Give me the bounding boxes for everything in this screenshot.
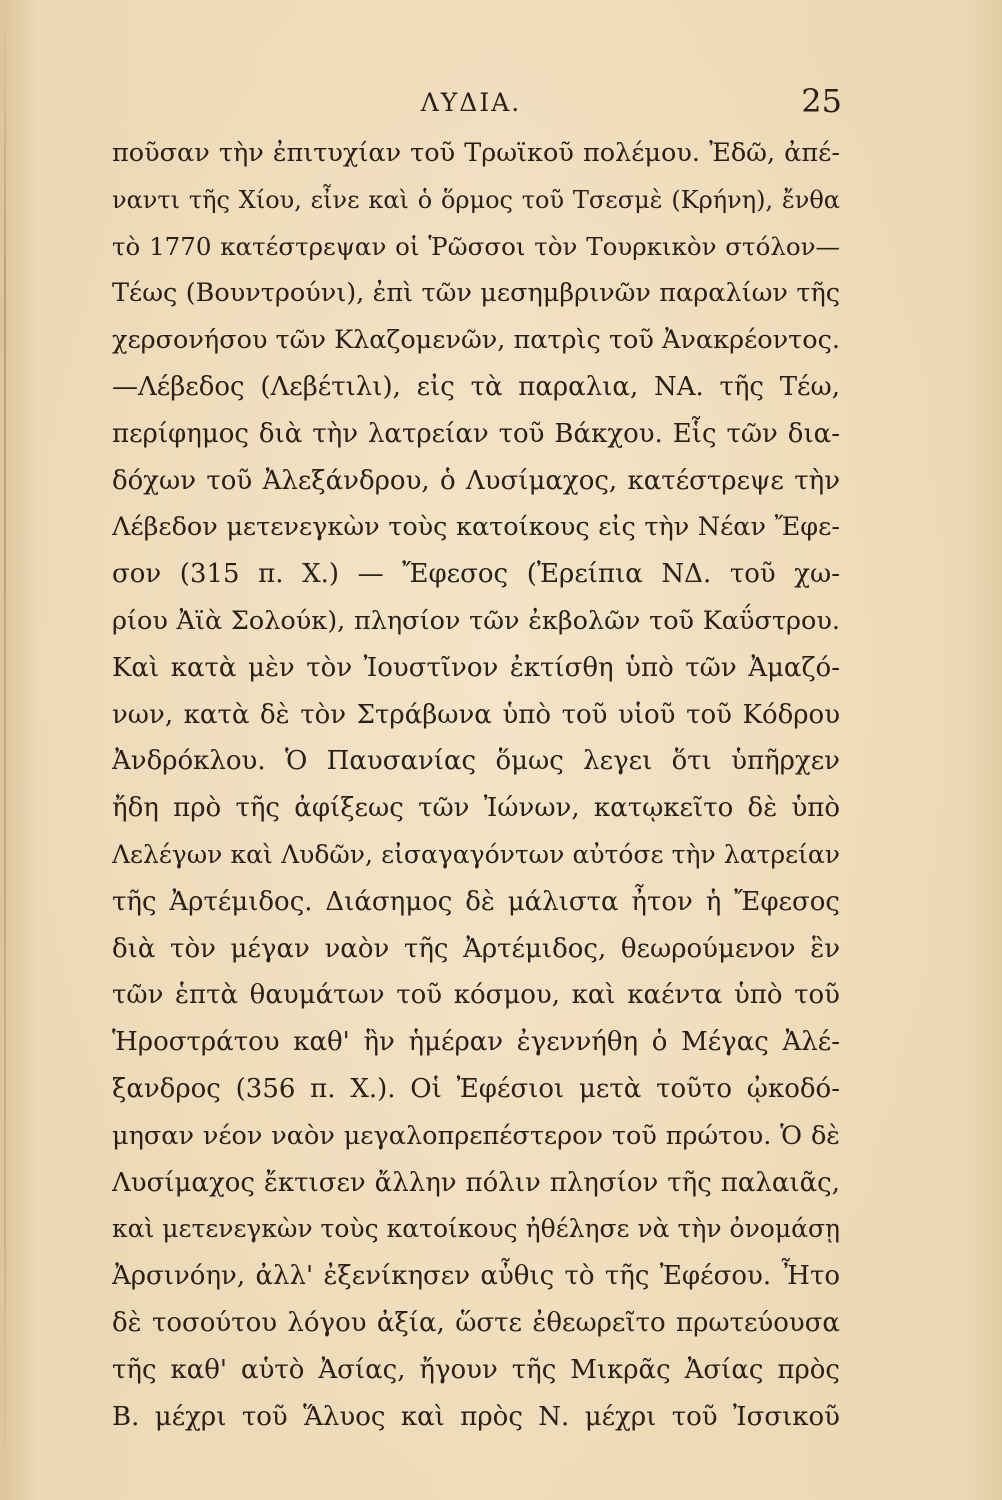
text-line: ποῦσαν τὴν ἐπιτυχίαν τοῦ Τρωϊκοῦ πολέμου. Ἐδῶ, ἀπέ-: [112, 138, 840, 168]
text-line: δόχων τοῦ Ἀλεξάνδρου, ὁ Λυσίμαχος, κατέστρεψε τὴν: [112, 465, 840, 496]
text-line: Β. μέχρι τοῦ Ἅλυος καὶ πρὸς Ν. μέχρι τοῦ Ἰσσικοῦ: [112, 1401, 840, 1432]
text-line: Λέβεδον μετενεγκὼν τοὺς κατοίκους εἰς τὴν Νέαν Ἔφε-: [112, 512, 840, 543]
text-line: διὰ τὸν μέγαν ναὸν τῆς Ἀρτέμιδος, θεωρούμενον ἓν: [112, 933, 840, 964]
body-text: [112, 130, 840, 1440]
text-line: χερσονήσου τῶν Κλαζομενῶν, πατρὶς τοῦ Ἀνακρέοντος.: [112, 325, 840, 356]
text-line: τῶν ἑπτὰ θαυμάτων τοῦ κόσμου, καὶ καέντα ὑπὸ τοῦ: [112, 980, 840, 1011]
text-line: ξανδρος (356 π. Χ.). Οἱ Ἐφέσιοι μετὰ τοῦτο ᾠκοδό-: [112, 1073, 840, 1104]
text-line: Ἡροστράτου καθ' ἣν ἡμέραν ἐγεννήθη ὁ Μέγας Ἀλέ-: [112, 1027, 840, 1058]
text-line: ρίου Ἀϊὰ Σολούκ), πλησίον τῶν ἐκβολῶν τοῦ Καΰστρου.: [112, 605, 840, 636]
text-line: περίφημος διὰ τὴν λατρείαν τοῦ Βάκχου. Εἷς τῶν δια-: [112, 418, 840, 449]
text-line: Ἀρσινόην, ἀλλ' ἐξενίκησεν αὖθις τὸ τῆς Ἐφέσου. Ἦτο: [112, 1261, 840, 1292]
page-header: [100, 78, 842, 128]
text-line: ναντι τῆς Χίου, εἶνε καὶ ὁ ὅρμος τοῦ Τσεσμὲ (Κρήνη), ἔνθα: [112, 185, 840, 214]
text-line: δὲ τοσούτου λόγου ἀξία, ὥστε ἐθεωρεῖτο πρωτεύουσα: [112, 1307, 840, 1338]
text-line: τῆς καθ' αὑτὸ Ἀσίας, ἤγουν τῆς Μικρᾶς Ἀσίας πρὸς: [112, 1354, 840, 1385]
text-line: Τέως (Βουντρούνι), ἐπὶ τῶν μεσημβρινῶν παραλίων τῆς: [112, 278, 840, 309]
text-line: τὸ 1770 κατέστρεψαν οἱ Ῥῶσσοι τὸν Τουρκικὸν στόλον—: [112, 231, 840, 261]
page-number: 25: [801, 82, 842, 120]
running-head: ΛΥΔΙΑ.: [420, 88, 522, 117]
gutter-shadow: [4, 0, 6, 1500]
text-line: σον (315 π. Χ.) — Ἔφεσος (Ἐρείπια ΝΔ. τοῦ χω-: [112, 559, 840, 590]
text-line: Καὶ κατὰ μὲν τὸν Ἰουστῖνον ἐκτίσθη ὑπὸ τῶν Ἀμαζό-: [112, 652, 840, 683]
text-line: Ἀνδρόκλου. Ὁ Παυσανίας ὅμως λεγει ὅτι ὑπῆρχεν: [112, 746, 840, 777]
text-line: τῆς Ἀρτέμιδος. Διάσημος δὲ μάλιστα ἦτον ἡ Ἔφεσος: [112, 886, 840, 917]
text-line: ἤδη πρὸ τῆς ἀφίξεως τῶν Ἰώνων, κατῳκεῖτο δὲ ὑπὸ: [112, 793, 840, 824]
text-line: μησαν νέον ναὸν μεγαλοπρεπέστερον τοῦ πρώτου. Ὁ δὲ: [112, 1120, 840, 1151]
text-line: καὶ μετενεγκὼν τοὺς κατοίκους ἠθέλησε νὰ τὴν ὀνομάσῃ: [112, 1214, 840, 1244]
text-line: νων, κατὰ δὲ τὸν Στράβωνα ὑπὸ τοῦ υἱοῦ τοῦ Κόδρου: [112, 699, 840, 730]
text-line: Λυσίμαχος ἔκτισεν ἄλλην πόλιν πλησίον τῆς παλαιᾶς,: [112, 1167, 840, 1198]
text-line: Λελέγων καὶ Λυδῶν, εἰσαγαγόντων αὐτόσε τὴν λατρείαν: [112, 839, 840, 869]
text-line: —Λέβεδος (Λεβέτιλι), εἰς τὰ παραλια, ΝΑ. τῆς Τέω,: [112, 371, 840, 402]
